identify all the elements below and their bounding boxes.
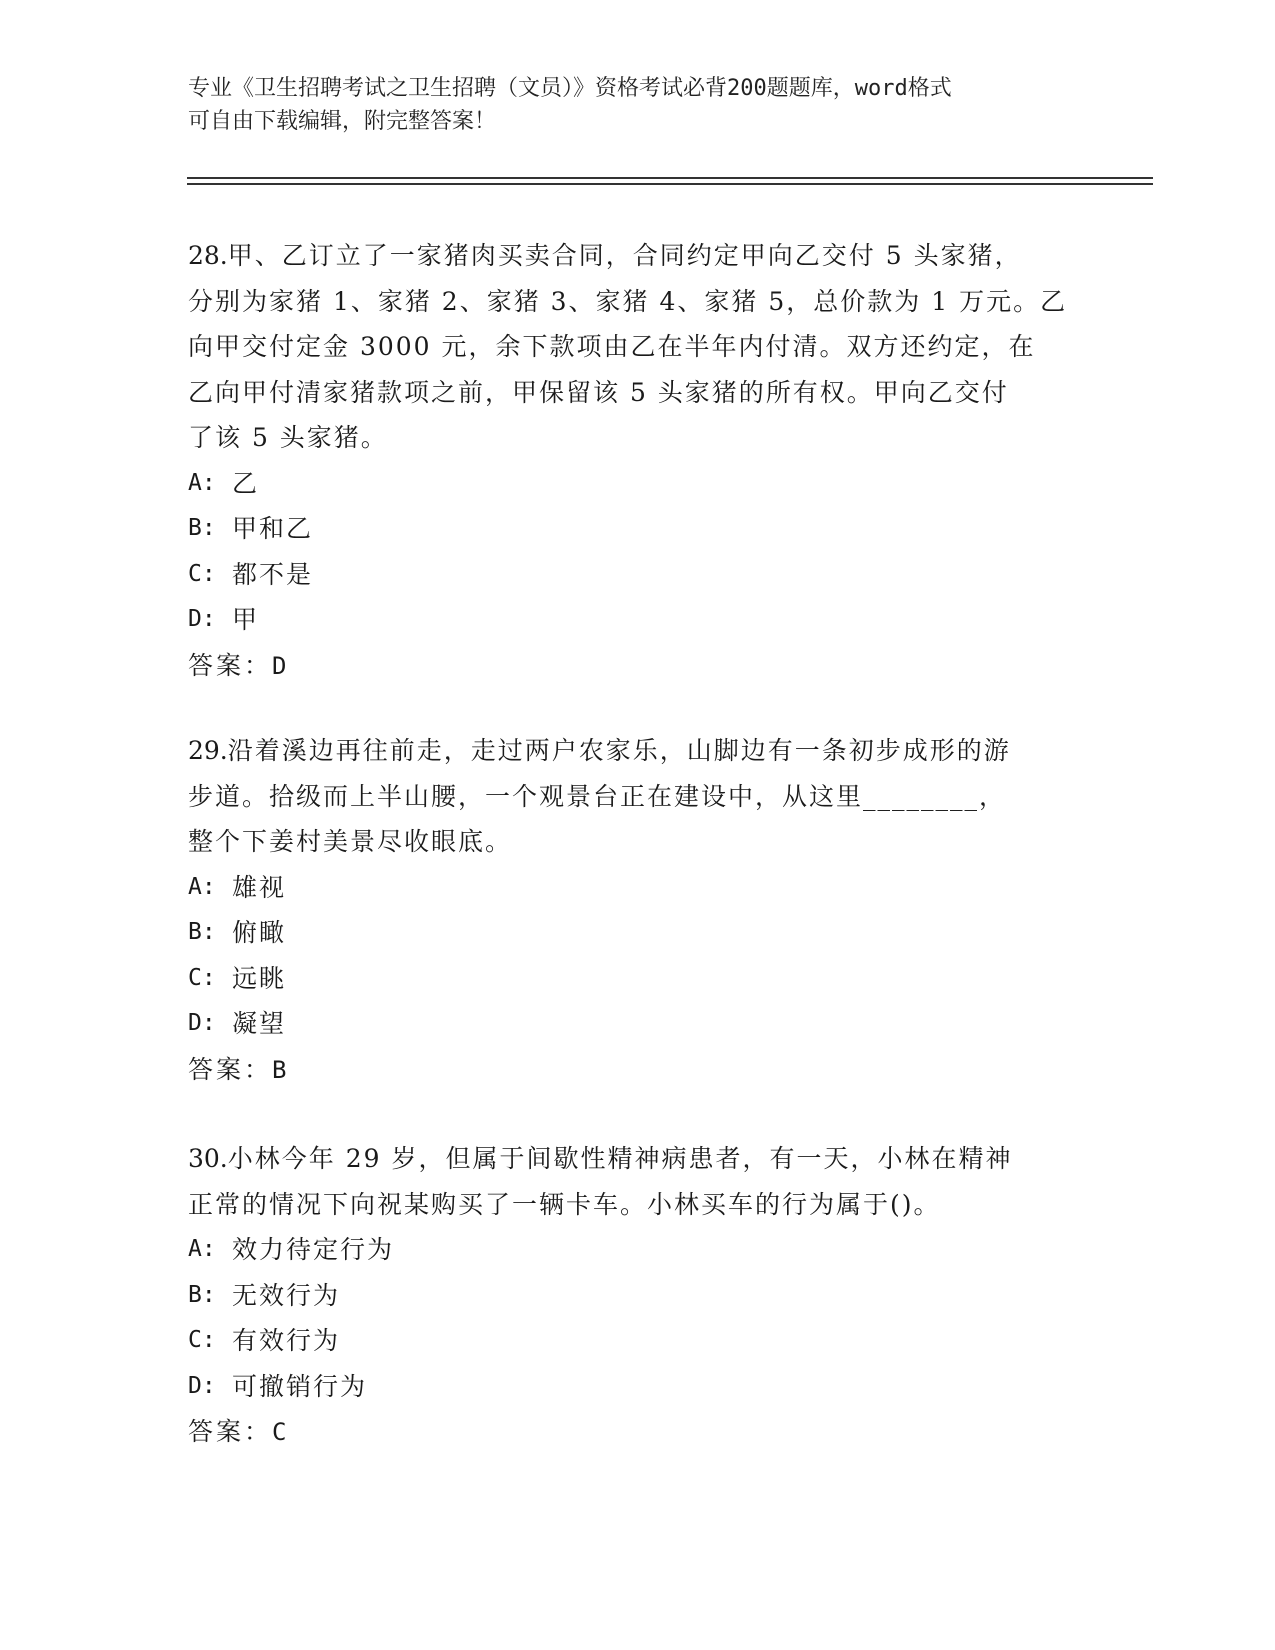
option-b [188,1273,1088,1319]
option-text: 甲和乙 [232,514,314,543]
question-number: 28. [188,241,228,270]
question-number: 29. [188,736,228,765]
option-d [188,1364,1088,1410]
option-text: 效力待定行为 [232,1235,395,1264]
option-letter: B: [188,919,216,945]
option-text: 甲 [232,605,260,634]
answer-value: C [272,1418,288,1446]
header-divider-bottom [187,183,1153,185]
option-letter: C: [188,560,216,587]
question-stem [188,233,1088,461]
question-29 [188,728,1088,1093]
option-letter: B: [188,515,216,541]
option-text: 远眺 [232,963,287,993]
option-text: 乙 [232,468,260,498]
option-letter: C: [188,1327,216,1353]
question-stem [188,1136,1088,1227]
option-list [188,865,1088,1047]
option-letter: D: [188,1010,216,1036]
option-c [188,1318,1088,1364]
option-c [188,956,1088,1002]
question-text: 小林今年 29 岁，但属于间歇性精神病患者，有一天，小林在精神 正常的情况下向祝某购买了一辆卡车。小林买车的行为属于()。 [188,1144,1013,1219]
option-letter: C: [188,964,216,991]
header-line-2: 可自由下载编辑，附完整答案！ [188,109,497,134]
option-letter: A: [188,469,216,496]
option-b [188,910,1088,956]
option-letter: A: [188,873,216,900]
answer-label: 答案： [188,650,273,680]
document-header [188,72,1088,138]
question-28 [188,233,1088,689]
option-a [188,865,1088,911]
option-letter: B: [188,1281,216,1308]
option-text: 都不是 [232,559,314,589]
option-text: 凝望 [232,1009,287,1038]
header-line-1: 专业《卫生招聘考试之卫生招聘（文员）》资格考试必背200题题库，word格式 [188,76,952,101]
question-text: 沿着溪边再往前走，走过两户农家乐，山脚边有一条初步成形的游 步道。拾级而上半山腰，一个观景台正在建设中，从这里________， 整个下姜村美景尽收眼底。 [188,736,1011,856]
option-list [188,1227,1088,1409]
option-a [188,1227,1088,1273]
answer-value: D [272,651,288,680]
answer-label: 答案： [188,1054,273,1084]
answer-line [188,643,1088,690]
option-text: 雄视 [232,872,287,902]
option-b [188,506,1088,552]
answer-line [188,1047,1088,1094]
option-c [188,552,1088,598]
question-stem [188,728,1088,865]
question-number: 30. [188,1144,228,1173]
answer-value: B [272,1055,288,1084]
answer-label: 答案： [188,1417,273,1446]
option-letter: D: [188,1372,216,1399]
option-letter: D: [188,606,216,632]
option-letter: A: [188,1236,216,1262]
option-text: 无效行为 [232,1280,341,1310]
question-text: 甲、乙订立了一家猪肉买卖合同，合同约定甲向乙交付 5 头家猪， 分别为家猪 1、家猪 2、家猪 3、家猪 4、家猪 5，总价款为 1 万元。乙 向甲交付定金 3000 元，余下款项由乙在半年内付清。双方还约定，在 乙向甲付清家猪款项之前，甲保留该 5 头家猪的所有权。甲向乙交付 了该 5 头家猪。 [188,241,1068,452]
option-a [188,461,1088,507]
question-30 [188,1136,1088,1456]
option-text: 可撤销行为 [232,1371,368,1401]
option-list [188,461,1088,643]
answer-line [188,1409,1088,1456]
option-text: 俯瞰 [232,918,287,947]
option-text: 有效行为 [232,1326,341,1355]
option-d [188,597,1088,643]
option-d [188,1001,1088,1047]
header-divider-top [187,177,1153,179]
